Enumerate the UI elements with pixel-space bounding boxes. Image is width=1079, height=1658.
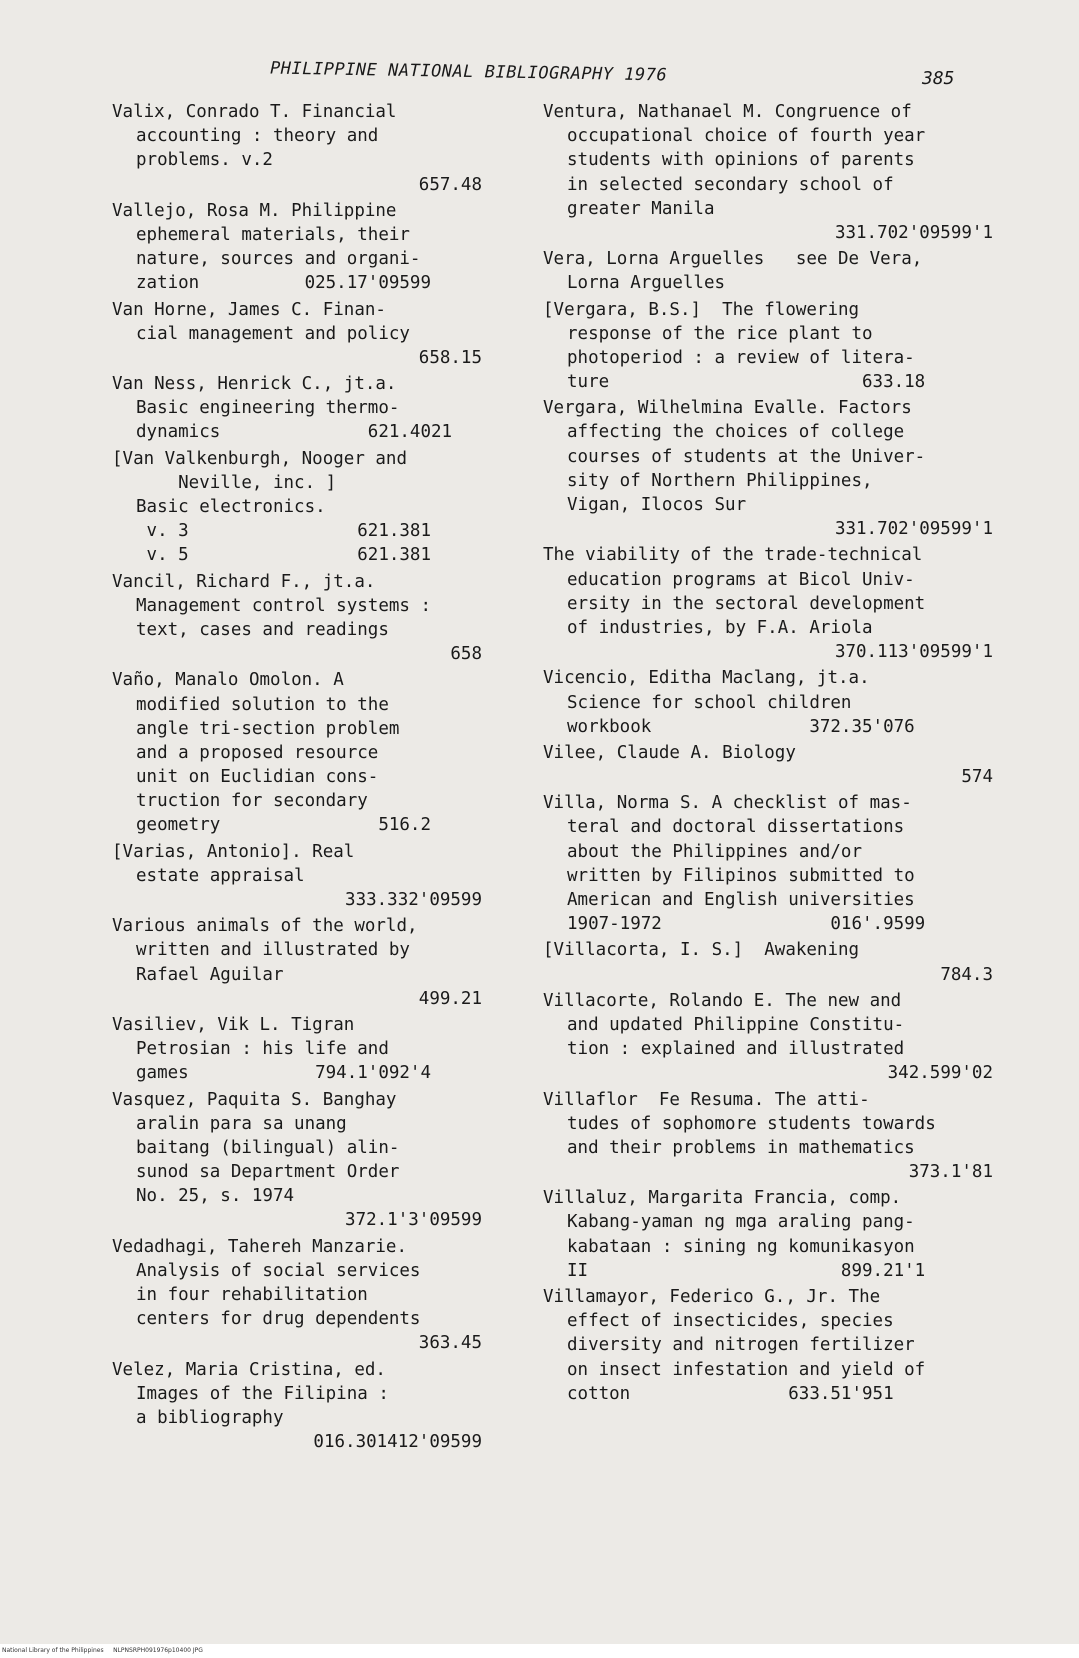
entry-heading: Vallejo, Rosa M. Philippine: [112, 200, 397, 221]
entry-line: 1907-1972 016'.9599: [567, 914, 926, 935]
entry-heading: Vilee, Claude A. Biology: [543, 742, 796, 763]
entry-line: Kabang-yaman ng mga araling pang-: [567, 1212, 915, 1233]
entry-line: centers for drug dependents: [136, 1309, 421, 1330]
entry-heading: Vasquez, Paquita S. Banghay: [112, 1089, 397, 1110]
entry-line: workbook 372.35'076: [567, 716, 915, 737]
bibliography-entry: [543, 1285, 993, 1406]
entry-line: text, cases and readings: [136, 619, 389, 640]
entry-heading: Vicencio, Editha Maclang, jt.a.: [543, 668, 870, 689]
entry-heading: Various animals of the world,: [112, 916, 418, 937]
entry-line: zation 025.17'09599: [136, 273, 432, 294]
bibliography-entry: [112, 1088, 482, 1233]
entry-line: in four rehabilitation: [136, 1285, 368, 1305]
entry-line: in selected secondary school of: [567, 174, 894, 195]
entry-line: problems. v.2: [136, 150, 273, 171]
entry-line: and their problems in mathematics: [567, 1137, 915, 1158]
entry-line: truction for secondary: [136, 791, 368, 812]
entry-line: Images of the Filipina :: [136, 1383, 389, 1404]
bibliography-entry: [543, 298, 993, 395]
classification-number: 499.21: [418, 988, 482, 1009]
entry-heading: [Villacorta, I. S.] Awakening: [543, 940, 860, 961]
bibliography-entry: [543, 1088, 993, 1185]
entry-heading: Villa, Norma S. A checklist of mas-: [543, 793, 912, 814]
classification-number: 333.332'09599: [345, 890, 482, 910]
entry-line: sity of Northern Philippines,: [567, 470, 873, 491]
bibliography-entry: [112, 668, 482, 837]
entry-line: modified solution to the: [136, 694, 389, 715]
entry-line: education programs at Bicol Univ-: [567, 569, 915, 590]
entry-line: cotton 633.51'951: [567, 1383, 894, 1404]
entry-heading: Vancil, Richard F., jt.a.: [112, 571, 376, 592]
entry-line: affecting the choices of college: [567, 422, 905, 443]
entry-line: kabataan : sining ng komunikasyon: [567, 1236, 915, 1257]
entry-line: ephemeral materials, their: [136, 224, 410, 245]
entry-line: II 899.21'1: [567, 1260, 926, 1281]
entry-line: Basic engineering thermo-: [136, 398, 400, 419]
bibliography-entry: [112, 298, 482, 371]
classification-number: 658: [450, 644, 482, 665]
entry-line: a bibliography: [136, 1407, 284, 1428]
page-header: [0, 58, 1079, 92]
entry-line: baitang (bilingual) alin-: [136, 1137, 400, 1158]
bibliography-entry: [543, 543, 993, 664]
entry-line: written and illustrated by: [136, 940, 410, 961]
scan-footer: National Library of the Philippines NLPNSRPH091976p10400 JPG: [0, 1644, 1079, 1658]
entry-line: v. 3 621.381: [136, 521, 432, 542]
entry-line: American and English universities: [567, 890, 915, 910]
bibliography-entry: [112, 372, 482, 445]
entry-heading: Velez, Maria Cristina, ed.: [112, 1359, 386, 1380]
entry-line: teral and doctoral dissertations: [567, 817, 905, 838]
left-column: [112, 100, 482, 1456]
entry-line: written by Filipinos submitted to: [567, 865, 915, 886]
entry-line: Neville, inc. ]: [136, 472, 337, 493]
entry-heading: The viability of the trade-technical: [543, 545, 923, 566]
entry-line: sunod sa Department Order: [136, 1162, 400, 1183]
bibliography-entry: [543, 396, 993, 541]
bibliography-entry: [112, 199, 482, 296]
entry-line: ersity in the sectoral development: [567, 593, 926, 614]
entry-heading: Villaluz, Margarita Francia, comp.: [543, 1188, 902, 1209]
entry-line: greater Manila: [567, 198, 715, 219]
classification-number: 657.48: [418, 174, 482, 195]
classification-number: 574: [961, 767, 993, 788]
entry-heading: Van Ness, Henrick C., jt.a.: [112, 374, 397, 395]
bibliography-entry: [543, 989, 993, 1086]
bibliography-entry: [112, 914, 482, 1011]
entry-line: aralin para sa unang: [136, 1113, 347, 1134]
classification-number: 373.1'81: [908, 1162, 993, 1183]
entry-heading: Vasiliev, Vik L. Tigran: [112, 1014, 355, 1035]
bibliography-entry: [112, 840, 482, 913]
bibliography-entry: [112, 1235, 482, 1356]
classification-number: 372.1'3'09599: [345, 1210, 482, 1231]
entry-heading: Villaflor Fe Resuma. The atti-: [543, 1089, 870, 1110]
entry-line: diversity and nitrogen fertilizer: [567, 1335, 915, 1356]
page-title: PHILIPPINE NATIONAL BIBLIOGRAPHY 1976: [269, 58, 668, 86]
entry-line: ture 633.18: [567, 372, 926, 393]
bibliography-entry: [543, 247, 993, 295]
entry-line: nature, sources and organi-: [136, 249, 421, 270]
entry-heading: Vedadhagi, Tahereh Manzarie.: [112, 1236, 408, 1257]
entry-heading: Villamayor, Federico G., Jr. The: [543, 1287, 881, 1307]
entry-line: Analysis of social services: [136, 1260, 421, 1281]
entry-line: Lorna Arguelles: [567, 273, 726, 294]
page-number: 385: [922, 68, 955, 89]
bibliography-entry: [543, 666, 993, 739]
entry-line: Petrosian : his life and: [136, 1039, 389, 1060]
bibliography-entry: [543, 938, 993, 986]
entry-line: of industries, by F.A. Ariola: [567, 617, 873, 638]
entry-line: Science for school children: [567, 692, 852, 713]
classification-number: 331.702'09599'1: [834, 222, 993, 243]
entry-heading: Van Horne, James C. Finan-: [112, 299, 386, 320]
entry-line: games 794.1'092'4: [136, 1063, 432, 1084]
entry-heading: [Varias, Antonio]. Real: [112, 841, 355, 862]
classification-number: 658.15: [418, 347, 482, 368]
bibliography-entry: [543, 791, 993, 936]
bibliography-entry: [112, 100, 482, 197]
entry-heading: Villacorte, Rolando E. The new and: [543, 990, 902, 1011]
entry-line: v. 5 621.381: [136, 545, 432, 566]
entry-line: angle tri-section problem: [136, 718, 400, 739]
entry-line: No. 25, s. 1974: [136, 1186, 295, 1207]
bibliography-entry: [112, 447, 482, 568]
entry-heading: Vergara, Wilhelmina Evalle. Factors: [543, 398, 912, 419]
entry-heading: [Van Valkenburgh, Nooger and: [112, 448, 408, 469]
entry-line: Rafael Aguilar: [136, 964, 284, 985]
classification-number: 370.113'09599'1: [834, 642, 993, 663]
classification-number: 342.599'02: [887, 1063, 993, 1084]
entry-line: response of the rice plant to: [567, 323, 873, 344]
entry-heading: Valix, Conrado T. Financial: [112, 102, 397, 122]
entry-line: Basic electronics.: [136, 497, 326, 517]
bibliography-entry: [543, 1186, 993, 1283]
bibliography-entry: [112, 1358, 482, 1455]
entry-line: Vigan, Ilocos Sur: [567, 495, 747, 515]
entry-line: about the Philippines and/or: [567, 841, 863, 862]
entry-line: accounting : theory and: [136, 126, 379, 147]
entry-heading: Vera, Lorna Arguelles see De Vera,: [543, 249, 923, 270]
bibliography-entry: [543, 741, 993, 789]
right-column: [543, 100, 993, 1408]
entry-line: geometry 516.2: [136, 815, 432, 836]
classification-number: 784.3: [940, 964, 993, 985]
classification-number: 331.702'09599'1: [834, 519, 993, 540]
classification-number: 363.45: [418, 1333, 482, 1354]
bibliography-entry: [112, 570, 482, 667]
entry-line: estate appraisal: [136, 865, 305, 886]
entry-line: courses of students at the Univer-: [567, 446, 926, 467]
entry-line: Management control systems :: [136, 595, 432, 616]
entry-line: photoperiod : a review of litera-: [567, 347, 915, 368]
entry-line: effect of insecticides, species: [567, 1311, 894, 1332]
entry-line: unit on Euclidian cons-: [136, 767, 379, 788]
entry-line: on insect infestation and yield of: [567, 1359, 926, 1380]
entry-line: students with opinions of parents: [567, 150, 915, 171]
entry-line: tudes of sophomore students towards: [567, 1113, 936, 1134]
entry-line: cial management and policy: [136, 323, 410, 344]
bibliography-entry: [543, 100, 993, 245]
entry-heading: Ventura, Nathanael M. Congruence of: [543, 102, 912, 122]
entry-line: tion : explained and illustrated: [567, 1039, 905, 1060]
entry-line: and updated Philippine Constitu-: [567, 1014, 905, 1035]
entry-line: occupational choice of fourth year: [567, 126, 926, 147]
entry-heading: Vaño, Manalo Omolon. A: [112, 670, 344, 691]
bibliography-entry: [112, 1013, 482, 1086]
entry-line: dynamics 621.4021: [136, 422, 453, 443]
entry-heading: [Vergara, B.S.] The flowering: [543, 299, 860, 320]
entry-line: and a proposed resource: [136, 742, 379, 763]
classification-number: 016.301412'09599: [313, 1432, 482, 1453]
